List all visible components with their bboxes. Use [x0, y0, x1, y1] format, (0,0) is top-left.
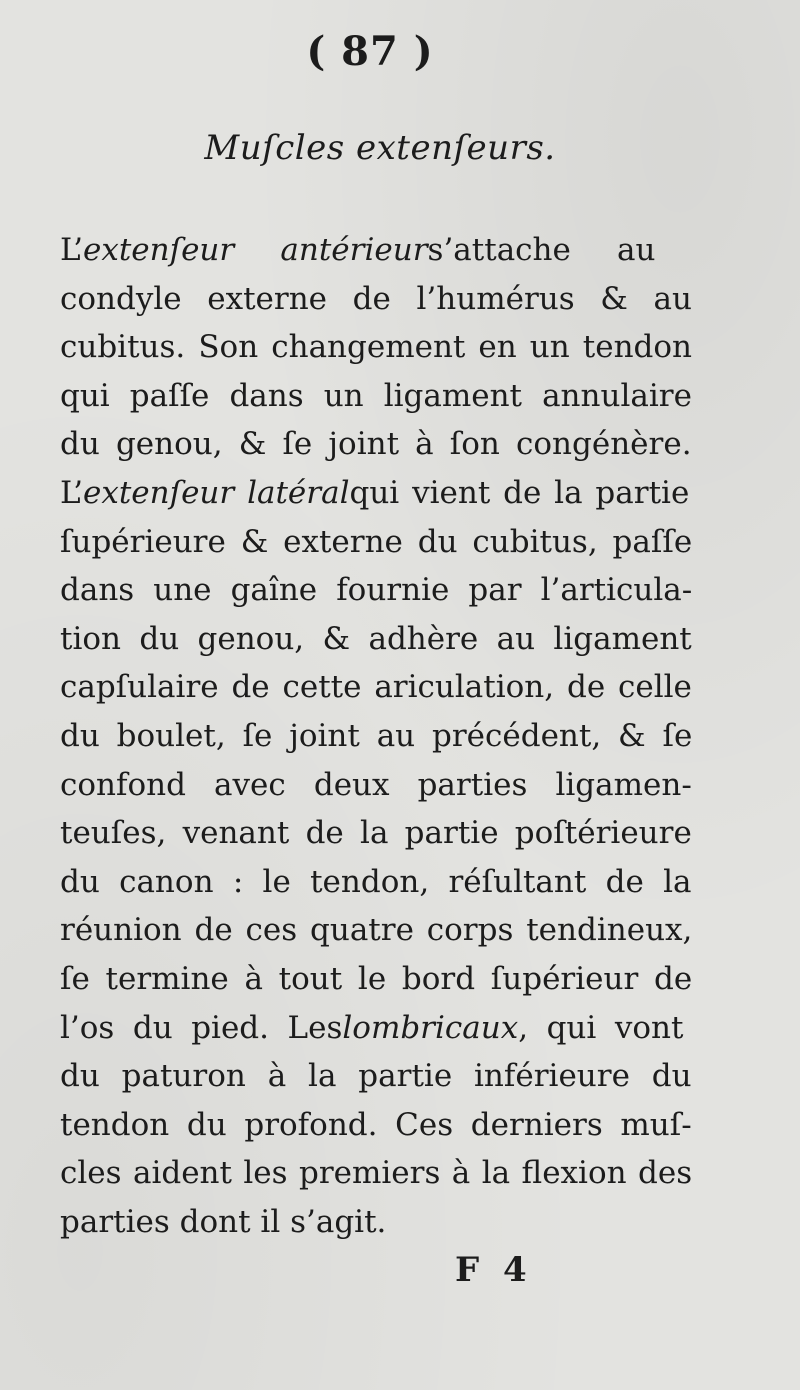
text-line	[60, 1149, 692, 1198]
section-heading: Muſcles extenſeurs.	[204, 128, 556, 168]
muscle-term: lombricaux	[342, 1009, 519, 1046]
text-segment: tendon du profond. Ces derniers muſ-	[60, 1106, 692, 1143]
text-line	[60, 906, 692, 955]
text-line	[60, 1052, 692, 1101]
text-segment: capſulaire de cette ariculation, de celle	[60, 669, 692, 706]
text-segment: cles aident les premiers à la flexion des	[60, 1155, 693, 1192]
text-line	[60, 372, 692, 421]
text-segment: tion du genou, & adhère au ligament	[60, 620, 692, 657]
page-number: ( 87 )	[306, 28, 434, 75]
body-text	[60, 226, 692, 1246]
text-line	[60, 955, 692, 1004]
text-segment: L’extenſeur antérieurs’attache au	[60, 232, 656, 268]
text-segment: du paturon à la partie inférieure du	[60, 1058, 692, 1095]
text-line	[60, 1004, 692, 1053]
text-line	[60, 469, 692, 518]
text-segment: qui paſſe dans un ligament annulaire	[60, 377, 692, 414]
text-segment: du canon : le tendon, réſultant de la	[60, 863, 692, 900]
text-segment: condyle externe de l’humérus & au	[60, 280, 693, 317]
text-segment: du boulet, ſe joint au précédent, & ſe	[60, 717, 693, 754]
text-line	[60, 1101, 692, 1150]
text-segment: parties dont il s’agit.	[60, 1203, 387, 1240]
text-line	[60, 518, 692, 567]
text-line	[60, 226, 692, 275]
text-line	[60, 809, 692, 858]
text-segment: dans une gaîne fournie par l’articula-	[60, 572, 693, 609]
text-line	[60, 323, 692, 372]
text-segment: ſupérieure & externe du cubitus, paſſe	[60, 523, 693, 560]
text-segment: réunion de ces quatre corps tendineux,	[60, 912, 693, 949]
text-segment: l’os du pied. Leslombricaux, qui vont	[60, 1009, 684, 1046]
text-segment: L’extenſeur latéralqui vient de la partie	[60, 474, 690, 511]
text-line	[60, 761, 692, 810]
text-segment: confond avec deux parties ligamen-	[60, 766, 692, 803]
text-line	[60, 663, 692, 712]
text-segment: ſe termine à tout le bord ſupérieur de	[60, 960, 693, 997]
text-segment: cubitus. Son changement en un tendon	[60, 329, 693, 366]
text-segment: teuſes, venant de la partie poſtérieure	[60, 815, 692, 852]
text-line	[60, 1198, 692, 1247]
text-line	[60, 420, 692, 469]
muscle-term: extenſeur antérieur	[83, 232, 428, 268]
text-line	[60, 566, 692, 615]
text-line	[60, 275, 692, 324]
muscle-term: extenſeur latéral	[83, 474, 350, 511]
text-line	[60, 615, 692, 664]
text-segment: du genou, & ſe joint à ſon congénère.	[60, 426, 692, 463]
text-line	[60, 712, 692, 761]
gathering-signature: F 4	[455, 1250, 533, 1290]
text-line	[60, 858, 692, 907]
